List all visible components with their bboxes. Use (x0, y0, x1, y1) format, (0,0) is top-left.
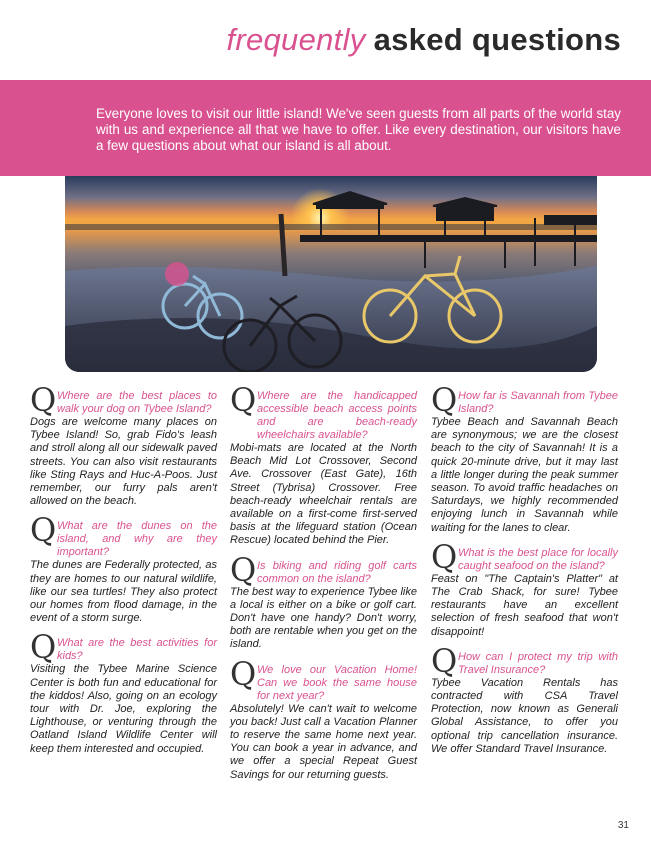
faq-item (230, 654, 417, 782)
faq-column-2 (230, 381, 417, 794)
q-letter: Q (30, 381, 57, 419)
intro-banner (0, 80, 651, 176)
faq-item (431, 537, 618, 639)
title-main: asked questions (373, 22, 621, 57)
faq-item (230, 381, 417, 548)
answer-text: Mobi-mats are located at the North Beach Mid Lot Crossover, Second Ave. Crossover (East Gate), 16th Street (Tybrisa) Crossover. Free beach-ready wheelchair rentals are available on a first-come first-served basis at the lifeguard station (Ocean Rescue) located behind the Pier. (230, 442, 417, 547)
question-text: We love our Vacation Home! Can we book the same house for next year? (257, 663, 417, 702)
question-text: What are the best activities for kids? (57, 637, 217, 663)
faq-question (30, 511, 217, 559)
answer-text: Visiting the Tybee Marine Science Center is both fun and educational for the kiddos! Also, going on an ecology tour with Dr. Joe, exploring the Lighthouse, or venturing through the Oatland Island Wildlife Center will keep them interested and occupied. (30, 663, 217, 755)
q-letter: Q (431, 381, 458, 419)
faq-question (30, 628, 217, 667)
question-text: Where are the handicapped accessible beach access points and are beach-ready wheelchairs available? (257, 390, 417, 441)
faq-item (230, 550, 417, 652)
faq-column-3 (431, 381, 618, 768)
q-letter: Q (431, 537, 458, 576)
intro-text: Everyone loves to visit our little island! We've seen guests from all parts of the world stay with us and experience all that we have to offer. Like every destination, our visitors have a few questions about what our island is all about. (96, 106, 621, 153)
faq-question (431, 537, 618, 576)
question-text: Is biking and riding golf carts common on the island? (257, 559, 417, 585)
answer-text: Tybee Vacation Rentals has contracted with CSA Travel Protection, now known as Generali Global Assistance, to offer you optional trip cancellation insurance. We offer Standard Travel Insurance. (431, 676, 618, 755)
q-letter: Q (230, 654, 257, 693)
question-text: How can I protect my trip with Travel Insurance? (458, 650, 618, 676)
faq-item (30, 628, 217, 755)
question-text: How far is Savannah from Tybee Island? (458, 390, 618, 415)
faq-question (431, 641, 618, 680)
q-letter: Q (30, 511, 57, 550)
q-letter: Q (30, 628, 57, 667)
q-letter: Q (230, 550, 257, 589)
title-accent: frequently (226, 22, 366, 57)
faq-item (431, 381, 618, 535)
beach-sunset-photo (65, 176, 597, 372)
q-letter: Q (431, 641, 458, 680)
faq-item (30, 511, 217, 625)
answer-text: The dunes are Federally protected, as they are homes to our natural wildlife, like our sea turtles! They also protect our homes from flood damage, in the event of a storm surge. (30, 559, 217, 625)
faq-question (230, 550, 417, 589)
question-text: What are the dunes on the island, and why are they important? (57, 520, 217, 559)
q-letter: Q (230, 381, 257, 419)
page-title (226, 22, 621, 58)
faq-item (431, 641, 618, 756)
beach-photo-illustration (65, 176, 597, 372)
answer-text: Tybee Beach and Savannah Beach are synonymous; we are the closest beach to the city of Savannah! It is a quick 20-minute drive, but it may last a little longer during the peak summer season. To avoid traffic headaches on Saturdays, we highly recommended enjoying lunch in Savannah while waiting for the lanes to clear. (431, 416, 618, 534)
answer-text: Absolutely! We can't wait to welcome you back! Just call a Vacation Planner to reserve the same home next year. You can book a year in advance, and we offer a special Repeat Guest Savings for our returning guests. (230, 702, 417, 781)
faq-column-1 (30, 381, 217, 768)
answer-text: The best way to experience Tybee like a local is either on a bike or golf cart. Don't have one handy? Don't worry, both are rentable when you get on the island. (230, 585, 417, 651)
question-text: What is the best place for locally caught seafood on the island? (458, 546, 618, 572)
faq-question (230, 381, 417, 442)
faq-item (30, 381, 217, 508)
faq-question (30, 381, 217, 419)
faq-question (431, 381, 618, 419)
faq-question (230, 654, 417, 703)
page-number: 31 (617, 820, 629, 831)
answer-text: Feast on "The Captain's Platter" at The Crab Shack, for sure! Tybee restaurants have an excellent selection of fresh seafood that won't disappoint! (431, 572, 618, 638)
question-text: Where are the best places to walk your dog on Tybee Island? (57, 390, 217, 415)
answer-text: Dogs are welcome many places on Tybee Island! So, grab Fido's leash and stroll along all our sidewalk paved streets. You can also visit restaurants like Sting Rays and Huc-A-Poos. Just remember, our furry pals aren't allowed on the beach. (30, 416, 217, 508)
